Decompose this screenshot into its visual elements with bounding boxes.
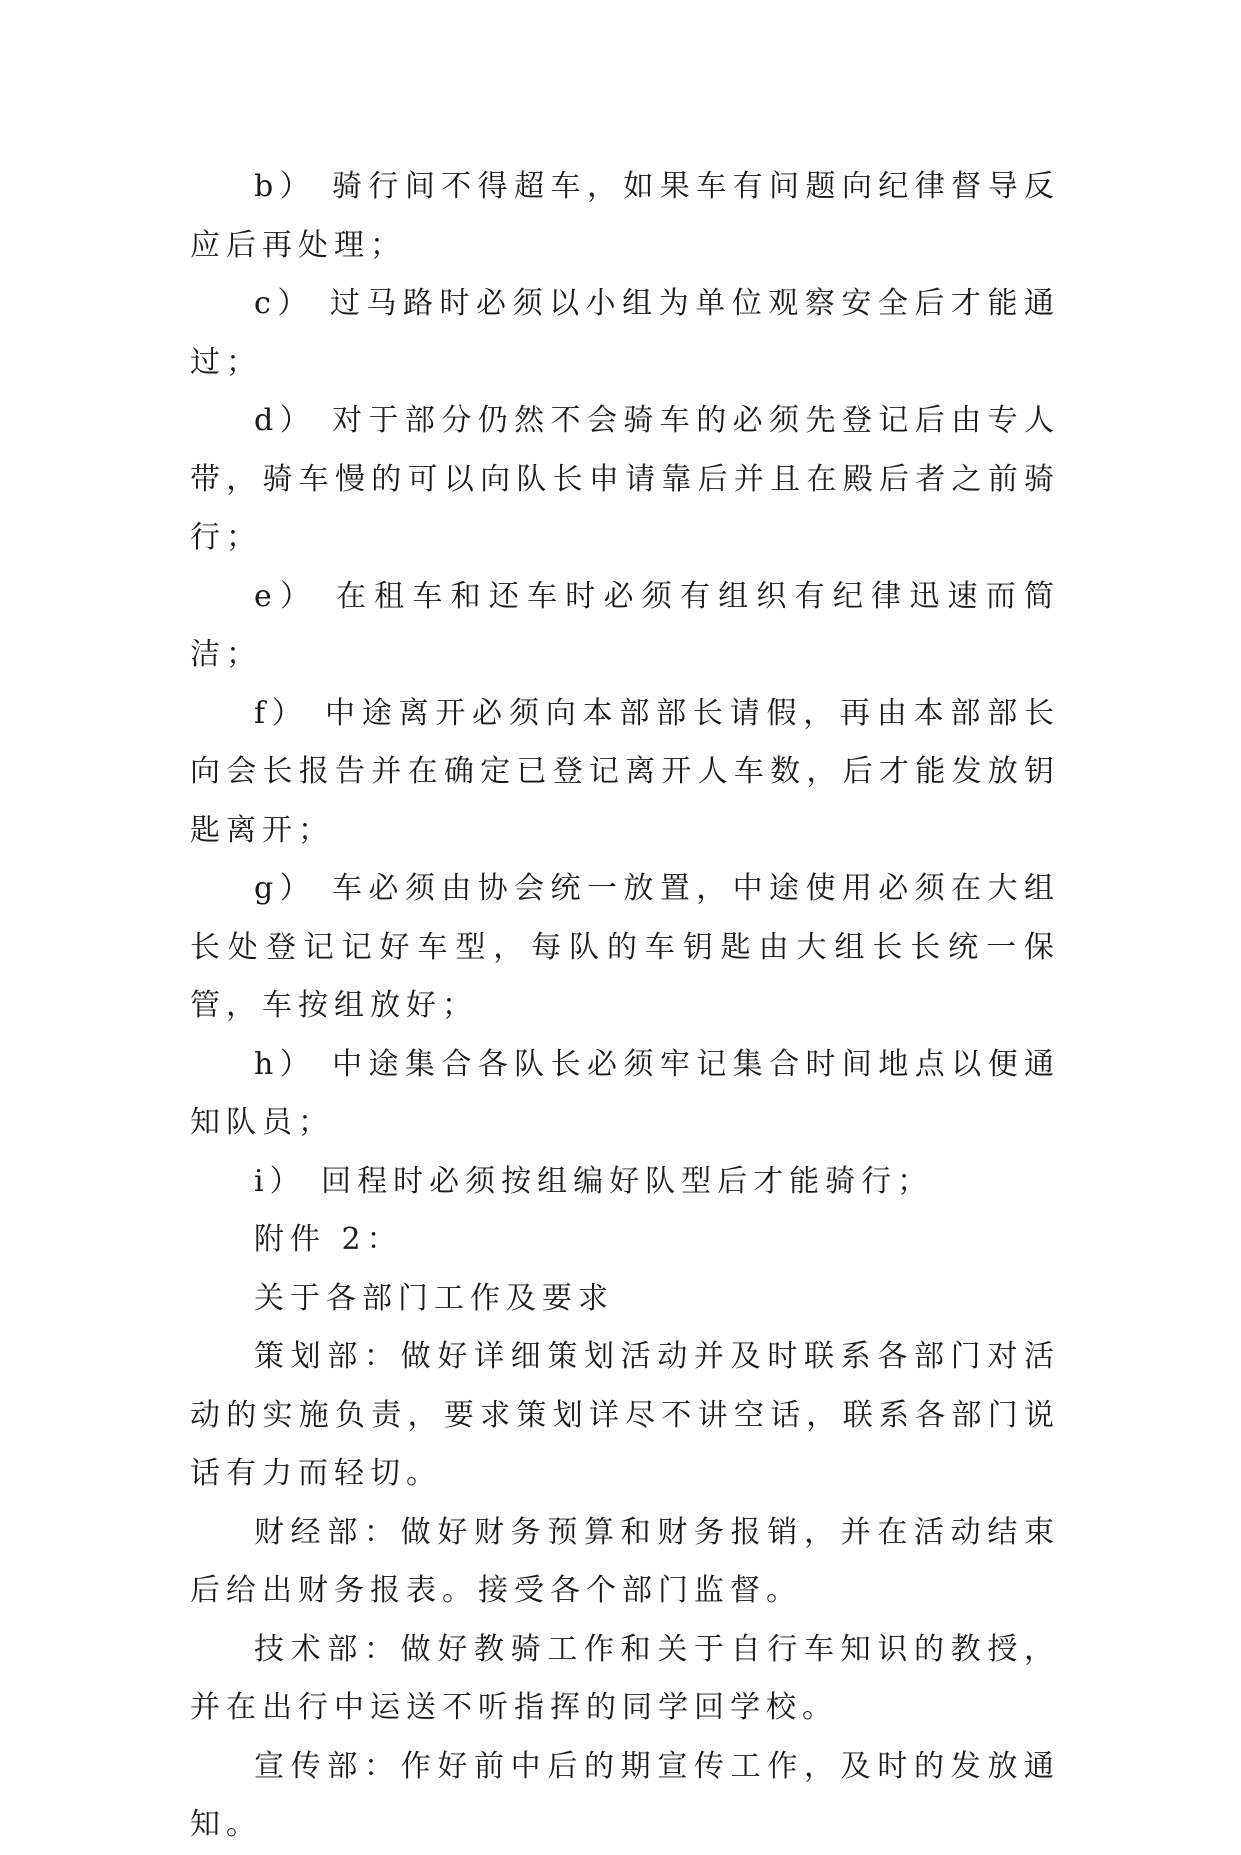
section-heading: 关于各部门工作及要求	[254, 1280, 614, 1316]
rule-item-c: c） 过马路时必须以小组为单位观察安全后才能通过；	[190, 286, 1060, 380]
rule-item-h: h） 中途集合各队长必须牢记集合时间地点以便通知队员；	[190, 1046, 1060, 1140]
rule-item-d: d） 对于部分仍然不会骑车的必须先登记后由专人带，骑车慢的可以向队长申请靠后并且在殿后者之前骑行；	[190, 403, 1060, 555]
rule-item-g: g） 车必须由协会统一放置，中途使用必须在大组长处登记记好车型，每队的车钥匙由大组长长统一保管，车按组放好；	[190, 871, 1060, 1023]
dept-publicity: 宣传部：作好前中后的期宣传工作，及时的发放通知。	[190, 1748, 1060, 1842]
dept-planning: 策划部：做好详细策划活动并及时联系各部门对活动的实施负责，要求策划详尽不讲空话，联系各部门说话有力而轻切。	[190, 1339, 1060, 1491]
rule-item-b: b） 骑行间不得超车，如果车有问题向纪律督导反应后再处理；	[190, 169, 1060, 263]
dept-technical: 技术部：做好教骑工作和关于自行车知识的教授，并在出行中运送不听指挥的同学回学校。	[190, 1631, 1060, 1725]
rule-item-e: e） 在租车和还车时必须有组织有纪律迅速而简洁；	[190, 578, 1060, 672]
dept-finance: 财经部：做好财务预算和财务报销，并在活动结束后给出财务报表。接受各个部门监督。	[190, 1514, 1060, 1608]
document-body	[190, 158, 1060, 1855]
rule-item-i: i） 回程时必须按组编好队型后才能骑行；	[254, 1163, 934, 1199]
rule-item-f: f） 中途离开必须向本部部长请假，再由本部部长向会长报告并在确定已登记离开人车数，后才能发放钥匙离开；	[190, 695, 1060, 848]
attachment-label: 附件 2：	[254, 1222, 403, 1257]
